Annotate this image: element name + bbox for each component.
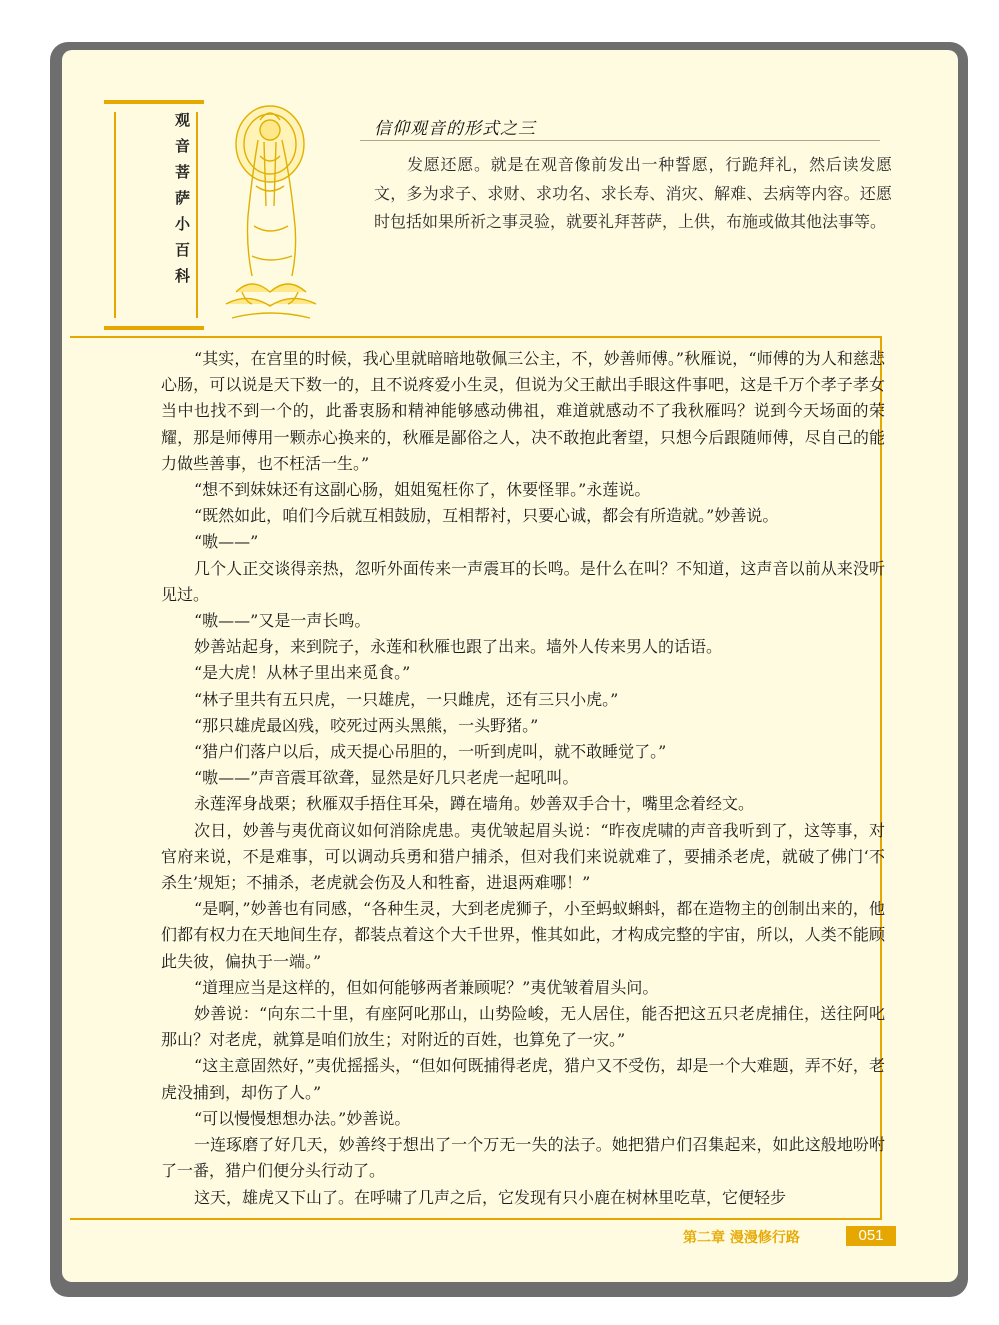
paragraph: “想不到妹妹还有这副心肠，姐姐冤枉你了，休要怪罪。”永莲说。: [194, 480, 651, 500]
paragraph: “嗷——”声音震耳欲聋，显然是好几只老虎一起吼叫。: [194, 768, 579, 788]
paragraph: “是大虎！从林子里出来觅食。”: [194, 663, 411, 683]
paragraph: “其实，在宫里的时候，我心里就暗暗地敬佩三公主，不，妙善师傅。”秋雁说，“师傅的为人和慈悲心肠，可以说是天下数一的，且不说疼爱小生灵，但说为父王献出手眼这件事吧，这是千万个孝子孝女当中也找不到一个的，此番衷肠和精神能够感动佛祖，难道就感动不了我秋雁吗？说到今天场面的荣耀，那是师傅用一颗赤心换来的，秋雁是鄙俗之人，决不敢抱此奢望，只想今后跟随师傅，尽自己的能力做些善事，也不枉活一生。”: [161, 349, 885, 473]
paragraph: “是啊，”妙善也有同感，“各种生灵，大到老虎狮子，小至蚂蚁蝌蚪，都在造物主的创制出来的，他们都有权力在天地间生存，都装点着这个大千世界，惟其如此，才构成完整的宇宙，所以，人类不能顾此失彼，偏执于一端。”: [161, 899, 885, 971]
paragraph: “林子里共有五只虎，一只雄虎，一只雌虎，还有三只小虎。”: [194, 689, 619, 709]
sidebar-body: 发愿还愿。就是在观音像前发出一种誓愿，行跪拜礼，然后读发愿文，多为求子、求财、求功名、求长寿、消灾、解难、去病等内容。还愿时包括如果所祈之事灵验，就要礼拜菩萨，上供，布施或做其他法事等。: [374, 155, 892, 231]
paragraph: “道理应当是这样的，但如何能够两者兼顾呢？”夷优皱着眉头问。: [194, 977, 659, 997]
paragraph: 几个人正交谈得亲热，忽听外面传来一声震耳的长鸣。是什么在叫？不知道，这声音以前从来没听见过。: [161, 558, 885, 604]
sidebar-title-divider: [360, 140, 880, 141]
page-number: 051: [846, 1226, 896, 1246]
paragraph: “猎户们落户以后，成天提心吊胆的，一听到虎叫，就不敢睡觉了。”: [194, 742, 667, 762]
paragraph: 永莲浑身战栗；秋雁双手捂住耳朵，蹲在墙角。妙善双手合十，嘴里念着经文。: [194, 794, 755, 814]
guanyin-illustration: [212, 96, 332, 326]
paragraph: “那只雄虎最凶残，咬死过两头黑熊，一头野猪。”: [194, 715, 539, 735]
paragraph: 次日，妙善与夷优商议如何消除虎患。夷优皱起眉头说：“昨夜虎啸的声音我听到了，这等事，对官府来说，不是难事，可以调动兵勇和猎户捕杀，但对我们来说就难了，要捕杀老虎，就破了佛门‘不杀生’规矩；不捕杀，老虎就会伤及人和牲畜，进退两难哪！”: [161, 820, 885, 893]
side-label-title: 观音菩萨小百科: [173, 112, 191, 294]
main-text: [161, 346, 885, 1211]
paragraph: “可以慢慢想想办法。”妙善说。: [194, 1108, 411, 1128]
paragraph: 妙善说：“向东二十里，有座阿叱那山，山势险峻，无人居住，能否把这五只老虎捕住，送往阿叱那山？对老虎，就算是咱们放生；对附近的百姓，也算免了一灾。”: [161, 1004, 885, 1050]
sidebar-title: 信仰观音的形式之三: [374, 119, 536, 139]
paragraph: “既然如此，咱们今后就互相鼓励，互相帮衬，只要心诚，都会有所造就。”妙善说。: [194, 506, 779, 526]
footer-chapter-title: 第二章 漫漫修行路: [683, 1230, 800, 1246]
paragraph: “嗷——”: [194, 532, 259, 552]
paragraph: “嗷——”又是一声长鸣。: [194, 611, 371, 631]
paragraph: 妙善站起身，来到院子，永莲和秋雁也跟了出来。墙外人传来男人的话语。: [194, 637, 723, 657]
paragraph: 一连琢磨了好几天，妙善终于想出了一个万无一失的法子。她把猎户们召集起来，如此这般地吩咐了一番，猎户们便分头行动了。: [161, 1135, 885, 1181]
paragraph: 这天，雄虎又下山了。在呼啸了几声之后，它发现有只小鹿在树林里吃草，它便轻步: [194, 1187, 787, 1207]
paragraph: “这主意固然好，”夷优摇摇头，“但如何既捕得老虎，猎户又不受伤，却是一个大难题，弄不好，老虎没捕到，却伤了人。”: [161, 1056, 885, 1102]
